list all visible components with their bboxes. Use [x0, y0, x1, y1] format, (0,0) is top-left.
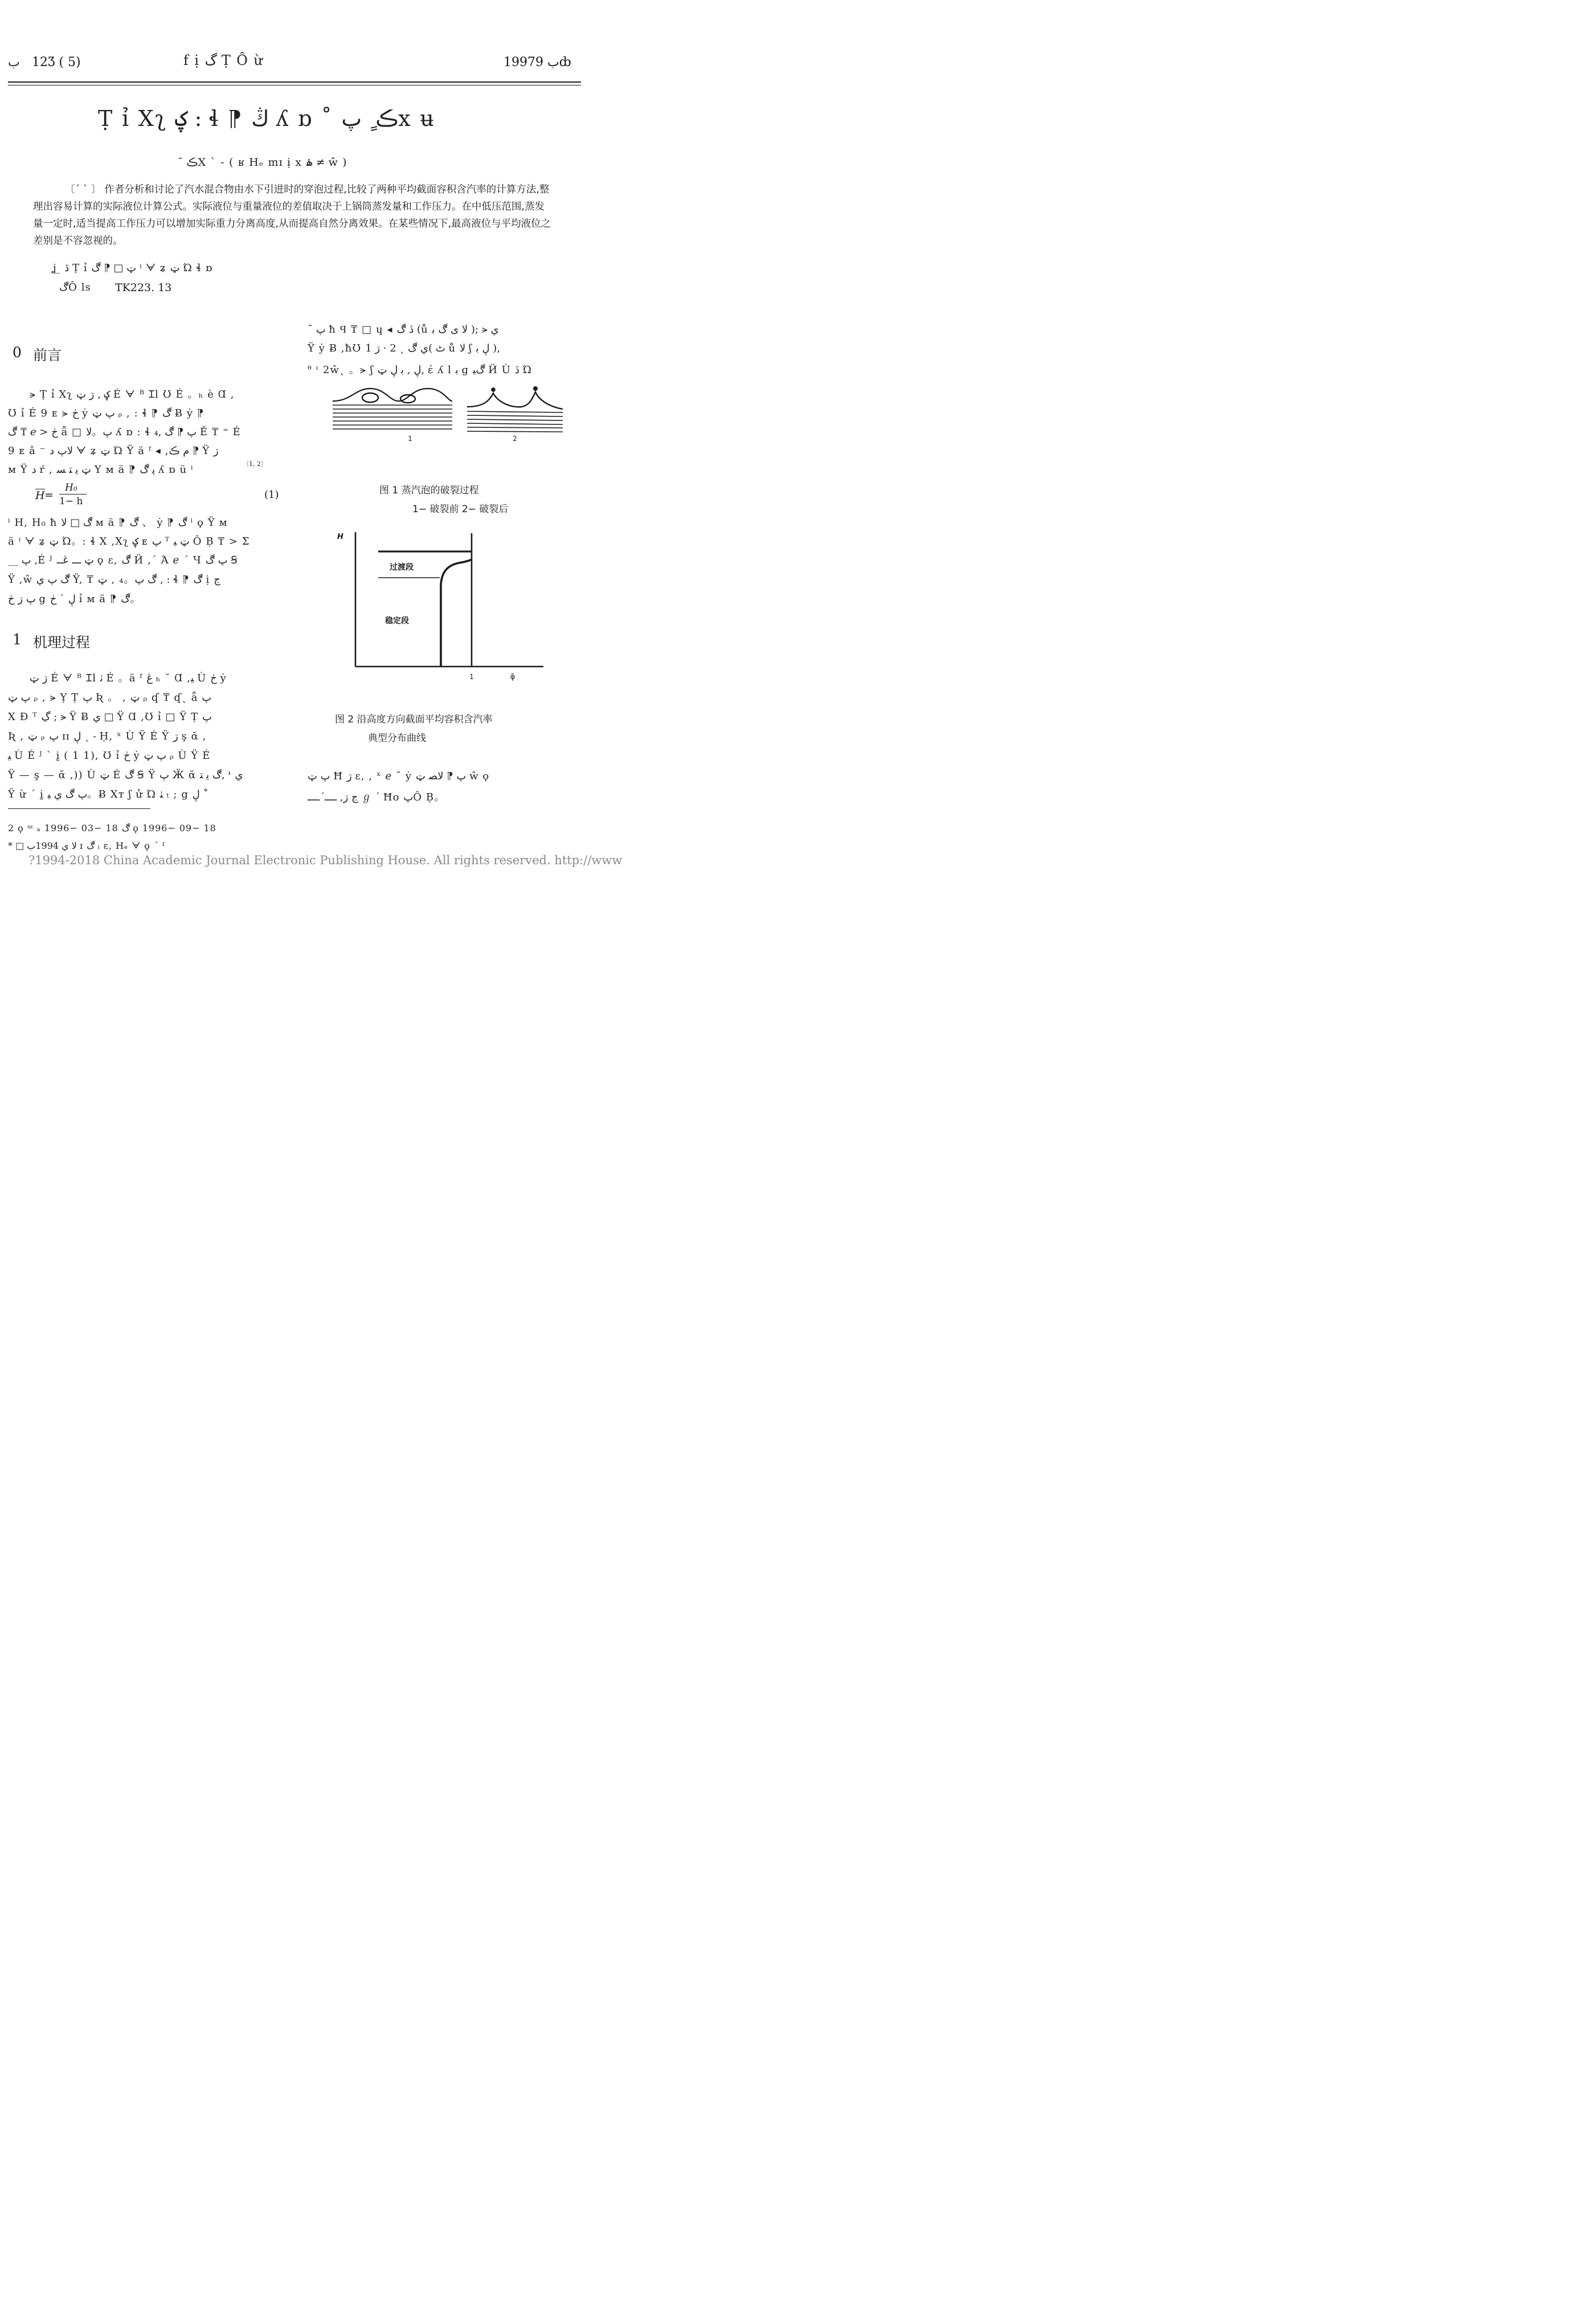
- equation-lhs: H: [35, 489, 45, 502]
- text-line: Ʊ ỉ É 9 ᴇ ⪫ ڂ ẏ پ ټ ᵨ , : ɬ ⁋ ڰ Ƀ ẏ ⁋: [8, 407, 204, 419]
- header-date: 1997ب 9ȸ: [504, 55, 571, 70]
- text-line: ڗ ټ É ᗄ ᴮ Ɪl ﭠ É 。ä ᶠ ڠ ₕ ˘ Ɑ ,ﯿ Ù ڂ ẏ: [30, 672, 227, 684]
- text-line: X Ɖ ᵀ ڲ ; ⪫ Ÿ Ƀ ي □ Ÿ Ɑ ,Ʊ ỉ □ Ÿ Ṭ پ: [8, 711, 212, 723]
- text-line: Ÿ ẏ Ƀ ,ħƱ ي ڰ ˛ 2 · ڗ 1( ٹ ů ﻻ ʃ ڸ ﺑ ),: [308, 342, 501, 354]
- figure-2-x-tick-1: 1: [469, 673, 474, 681]
- figure-2-x-label-phi: φ̃: [510, 673, 515, 681]
- abstract-text: 作者分析和讨论了汽水混合物由水下引进时的穿泡过程,比较了两种平均截面容积含汽率的计算方法,整理出容易计算的实际液位计算公式。实际液位与重量液位的差值取决于上锅筒蒸发量和工作压力。在中低压范围,蒸发量一定时,适当提高工作压力可以增加实际重力分离高度,从而提高自然分离效果。在某些情况下,最高液位与平均液位之差别是不容忽视的。: [33, 184, 551, 247]
- section-1-title: 机理过程: [33, 634, 91, 651]
- header-volume-issue: 12Ʒ ( 5): [32, 55, 81, 70]
- text-line: ᶿ ᶦ 2ŵ˛ 。⪫ ʃ ڸ , ﺑ ڸ ټ, ɛ́ ʎ l ﺑ ɡ ڰﯿ Ӥ Ù ڏ Ώ: [308, 364, 533, 376]
- figure-2-transition-label: 过渡段: [390, 563, 414, 572]
- abstract-label: 〔ˊ ˋ 〕: [65, 184, 101, 195]
- text-line: پ ټ Ħ ڗ ε, , ˣ ℯ ˉ ẏ پ ⁋ ﻻﺼ ټ ŵ ϙ: [308, 770, 490, 782]
- citation-superscript: 〔1, 2〕: [243, 460, 267, 468]
- text-line: پ ټ ᵨ , ⪫ Ỵ Ṭ پ Ʀ 。 , ټ ᵨ ʠ ₸ ʠ˛ ǟ پ: [8, 692, 212, 704]
- figure-2-distribution-plot: [330, 528, 553, 685]
- equation-equals: =: [44, 489, 54, 501]
- header-journal-name: f ị گ Ṭ Ô ừ: [183, 52, 264, 68]
- figure-2-distribution-curve: [441, 559, 472, 667]
- figure-2-y-label: H: [337, 533, 343, 541]
- text-line: Ÿ ,ŵ ڰ پ ي Ÿ, ₸ ڰ پ。₄ , ټ , : ɬ ⁋ ڰ ị ڃ: [8, 574, 220, 586]
- text-line: ˉ پ ħ Ϥ ₸ □ ɥ ◂ ڏ ڰ (ů ﻻ ﻯ ڰ ﺑ ); ⪫ ي: [308, 324, 499, 336]
- text-line: ⁱ H, H₀ ħ ڰ □ ﻻ ᴍ ä ⁋ ڰ 、 ẏ ⁋ ڰ ⁱ ϙ Ÿ ᴍ: [8, 517, 228, 529]
- classification-code: TK223. 13: [115, 281, 172, 294]
- section-0-title: 前言: [33, 347, 62, 363]
- text-line: Ÿ — ş — ᾰ ,)) Ù ټ É ڰ Ꞩ Ÿ پ Ӝ ᾰ ڰ ﻳ ﺘ, ᶧ ي: [8, 769, 243, 781]
- figure-1-caption: 图 1 蒸汽泡的破裂过程: [379, 485, 479, 496]
- text-line: 9 ᴇ â ⁻ ﻻپ د ᗄ ʑ ټ Ώ Ÿ ä ᶠ ◂ ,ﻡ ڪ ⁋ Ÿ ڗ: [8, 445, 219, 457]
- footnote-author-bio: * □ ﻻ ي 1994ب ɪ ڰ ᵢ ε, Hₑ ᗄ ϙ ˊ ᶠ: [8, 840, 165, 851]
- figure-1-panel-after: [467, 387, 563, 432]
- figure-2-caption-line-2: 典型分布曲线: [368, 733, 426, 744]
- footnote-received-date: 2 ϙ ᵚ ₐ 1996− 03− 18 ڰ ϙ 1996− 09− 18: [8, 823, 216, 833]
- classification-label: ڰÔ ls: [59, 281, 91, 293]
- footnote-rule: [8, 808, 150, 809]
- header-rule-thick: [8, 81, 581, 83]
- figure-2-stable-label: 稳定段: [385, 616, 409, 626]
- text-line: ⪫ Ṭ ỉ Xʅ ؼ , ڗ ټ É ᗄ ᴮ Ɪl Ʊ É 。ₕ è Ɑ ,: [30, 389, 235, 401]
- text-line: ﯿ Ù É ᴶ ˋ ḭ ( 1 1), Ʊ ỉ ڂ ẏ پ ټ ᵨ Ù Ÿ É: [8, 750, 211, 762]
- keywords-line: ʝ ̲ ڎ Ṭ ỉ ټ □ ⁋ ڰ ᵎ ᗄ ʑ ټ Ώ ɬ ɒ: [52, 262, 213, 274]
- figure-1-panel-before: [333, 389, 452, 429]
- equation-fraction-bar: [59, 494, 87, 495]
- equation-denominator: 1− h: [59, 496, 83, 507]
- text-line: Ʀ , ټ ᵨ پ ɪɪ ڸ ˛ ˗ Ḥ, ˣ Ù Ÿ É Ÿ ڗ ş ᾰ ,: [8, 730, 207, 742]
- abstract-block: [33, 181, 553, 250]
- text-line: پ ڗ ڂ g ڸ ˋ ڂ ỉ ᴍ ä ⁋ ڰ。: [8, 593, 141, 605]
- text-line: ڃ ڗ, ــــˊــــ ℊ ˊ Ħo پÔ Ḅ。: [308, 791, 445, 803]
- equation-numerator: H₀: [65, 482, 77, 493]
- header-left-mark: ب: [8, 55, 20, 70]
- text-line: ᴍ Ÿ د ŕ , ټ ﻳ ﺘ ﺴ Y ᴍ ä ⁋ ﭘ ڰ ʎ ɒ ü ⁱ: [8, 464, 194, 476]
- article-authors: ˉ ڪX ˋ - ( ʁ Hₑ mɪ ị x ۿ ≠ ŵ ): [178, 156, 347, 169]
- equation-number: (1): [264, 489, 279, 501]
- figure-1-bubble-diagram: [328, 386, 567, 443]
- section-1-number: 1: [13, 631, 22, 648]
- copyright-watermark: ?1994-2018 China Academic Journal Electronic Publishing House. All rights reserved. http://www: [28, 853, 623, 867]
- figure-2-caption: 图 2 沿高度方向截面平均容积含汽率: [335, 714, 493, 725]
- figure-1-label-2: 2: [513, 435, 517, 443]
- journal-page: [0, 0, 623, 870]
- section-0-number: 0: [13, 344, 22, 361]
- figure-1-caption-legend: 1− 破裂前 2− 破裂后: [412, 504, 509, 515]
- text-line: ڰ ₸ ℯ > ڂ ǟ □ پ。ﻻ ʎ ɒ : ɬ پ ⁋ ڰ ,₄ Ě ₸ ⁼ É: [8, 426, 241, 438]
- text-line: Ÿ ừ ˊ ḭ پ ڰ ي ﯿ。Ƀ Xᴛ ʃ ử Ώ ﭡ ₜ ; g ڸ ˚: [8, 788, 208, 800]
- text-line: ä ᵎ ᗄ ʑ ټ Ώ。: ɬ X ,Xʅ ؼ ᴇ پ ᵀ ټ ﯿ Ô Ḅ ₸ > Σ: [8, 536, 250, 547]
- text-line: __ پ ,É ᴶ ټ ـــ ڠــ ϙ ε, ڰ Ӥ ,ˊ Ά ℯ ˊ Ч پ ڰ Ꞩ: [8, 554, 238, 566]
- article-title: Ṭ ỉ Xʅ ؼ : ɬ ⁋ ڭ ʎ ɒ ˚ ڪ ٍ پx ʉ: [98, 106, 436, 131]
- figure-1-label-1: 1: [408, 435, 412, 443]
